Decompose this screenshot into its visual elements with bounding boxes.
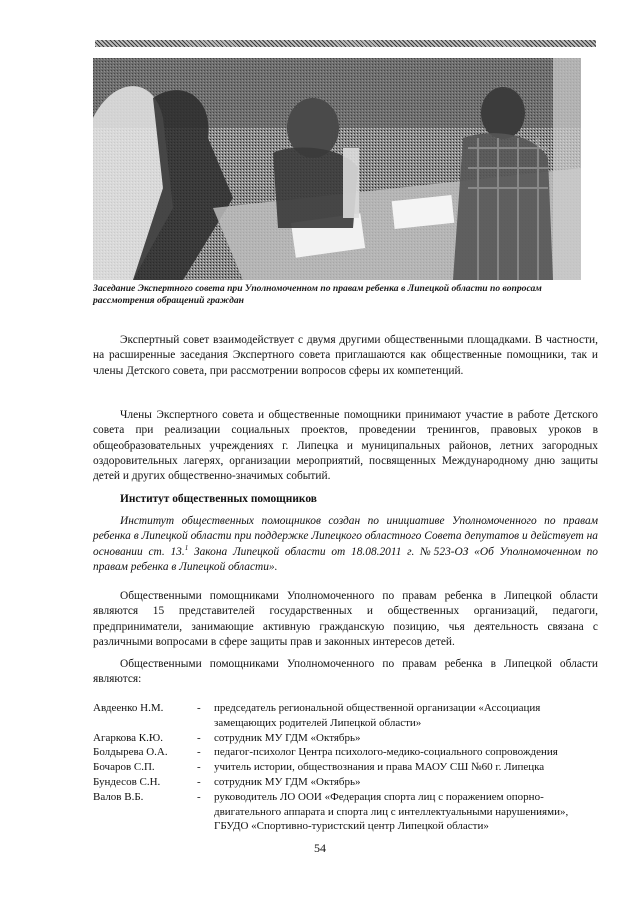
member-name: Болдырева О.А. — [93, 746, 168, 759]
list-dash: - — [197, 731, 201, 744]
meeting-photo — [93, 58, 581, 280]
list-item — [93, 760, 603, 775]
list-dash: - — [197, 702, 201, 714]
photo-meeting-image — [93, 58, 581, 280]
member-name: Бочаров С.П. — [93, 761, 155, 774]
list-dash: - — [197, 790, 201, 803]
list-dash: - — [197, 761, 201, 774]
paragraph-institute — [93, 514, 598, 575]
member-name: Агаркова К.Ю. — [93, 731, 163, 744]
paragraph-helpers: Общественными помощниками Уполномоченного по правам ребенка в Липецкой области являются 15 представителей государственных и общественных организаций, педагоги, предприниматели, занимающие активную гражданскую позицию, чья деятельность связана с различными вопросами в сфере защиты прав и законных интересов детей. — [93, 590, 598, 648]
header-decorative-bar — [95, 40, 596, 47]
footnote-mark: 1 — [184, 543, 189, 552]
member-name: Бундесов С.Н. — [93, 775, 161, 788]
member-name: Валов В.Б. — [93, 790, 144, 803]
paragraph-expert-council: Экспертный совет взаимодействует с двумя другими общественными площадками. В частности, на расширенные заседания Экспертного совета приглашаются как общественные помощники, так и члены Детского совета, при рассмотрении вопросов сферы их компетенций. — [93, 334, 598, 377]
paragraph-list-intro: Общественными помощниками Уполномоченного по правам ребенка в Липецкой области являются: — [93, 658, 598, 686]
institute-text-after: Закона Липецкой области от 18.08.2011 г. №523-ОЗ «Об Уполномоченном по правам ребенка в Липецкой области». — [93, 545, 599, 573]
member-description: педагог-психолог Центра психолого-медико-социального сопровождения — [214, 746, 558, 759]
institute-text-before: Институт общественных помощников создан по инициативе Уполномоченного по правам ребенка в Липецкой области при поддержке Липецкого областного Совета депутатов и действует на основании ст. 13. — [93, 515, 598, 558]
member-description: учитель истории, обществознания и права МАОУ СШ №60 г. Липецка — [214, 761, 545, 774]
member-description: сотрудник МУ ГДМ «Октябрь» — [214, 775, 361, 788]
member-description: руководитель ЛО ООИ «Федерация спорта лиц с поражением опорно-двигательного аппарата и спорта лиц с интеллектуальными нарушениями», ГБУДО «Спортивно-туристский центр Липецкой области» — [214, 790, 569, 833]
list-item — [93, 701, 603, 731]
list-dash: - — [197, 746, 201, 759]
members-list — [93, 701, 603, 834]
section-heading: Институт общественных помощников — [120, 493, 317, 505]
list-item — [93, 775, 603, 790]
list-item — [93, 745, 603, 760]
list-item — [93, 731, 603, 746]
member-description: сотрудник МУ ГДМ «Октябрь» — [214, 731, 361, 744]
member-name: Авдеенко Н.М. — [93, 702, 164, 714]
page-number: 54 — [314, 841, 326, 855]
list-dash: - — [197, 775, 201, 788]
member-description: председатель региональной общественной организации «Ассоциация замещающих родителей Липецкой области» — [214, 702, 541, 729]
list-item — [93, 790, 603, 834]
photo-caption: Заседание Экспертного совета при Уполномоченном по правам ребенка в Липецкой области по вопросам рассмотрения обращений граждан — [93, 283, 542, 306]
paragraph-members-participation: Члены Экспертного совета и общественные помощники принимают участие в работе Детского совета при реализации социальных проектов, проведении тренингов, правовых уроков в общеобразовательных учреждениях г. Липецка и муниципальных районов, летних загородных оздоровительных лагерях, организации мероприятий, посвященных Международному дню защиты детей и других общественно-значимых событий. — [93, 409, 598, 483]
